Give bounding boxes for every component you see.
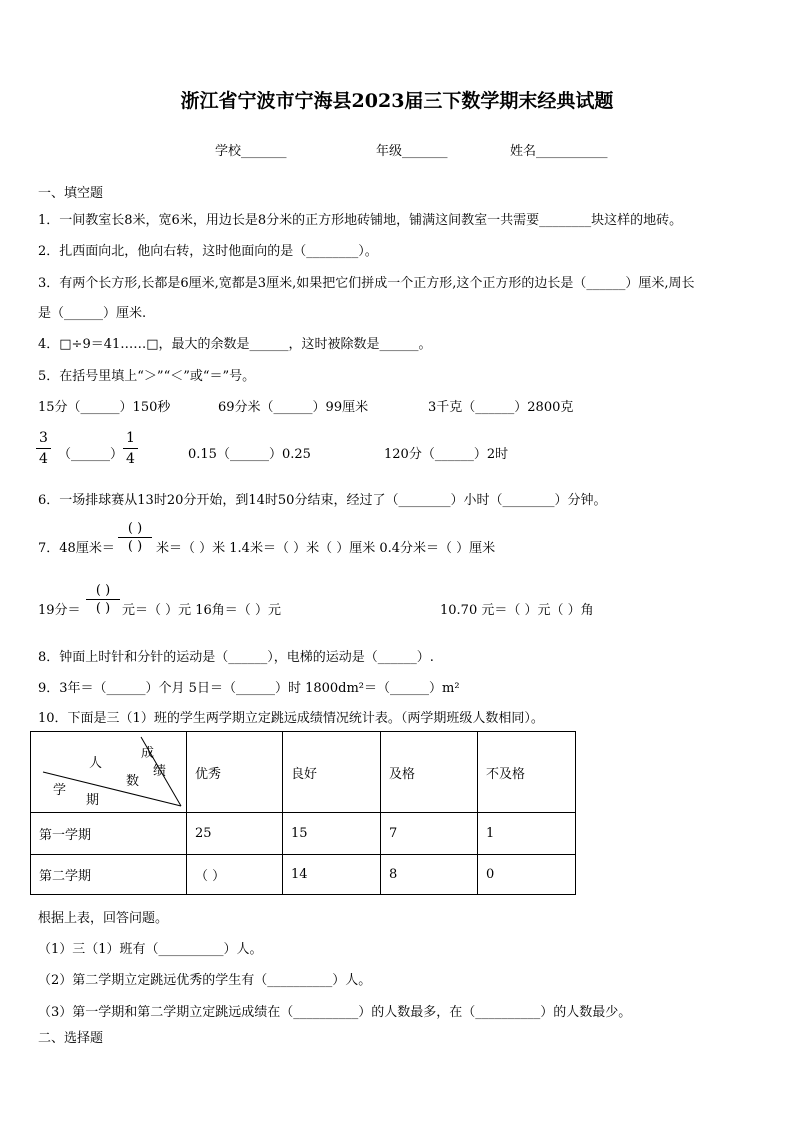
name-blank: ___________ <box>536 144 608 159</box>
table-header-row <box>31 732 576 813</box>
table-row-label: 第二学期 <box>31 855 187 895</box>
table-corner-cell <box>31 732 187 813</box>
q7-a-prefix: 7．48厘米＝ <box>38 541 115 556</box>
corner-label: 人 <box>89 756 103 771</box>
table-cell: （ ） <box>187 855 283 895</box>
q7-paren-fraction-2 <box>86 583 120 616</box>
fraction-denominator: 4 <box>126 451 135 467</box>
question-1: 1．一间教室长8米，宽6米，用边长是8分米的正方形地砖铺地，铺满这间教室一共需要________块这样的地砖。 <box>38 213 683 228</box>
school-label: 学校 <box>215 144 242 159</box>
q7-a-suffix: 米＝（ ）米 1.4米＝（ ）米（ ）厘米 0.4分米＝（ ）厘米 <box>156 541 496 556</box>
grade-blank: _______ <box>402 144 448 159</box>
table-header-cell: 良好 <box>283 732 381 813</box>
table-cell: 0 <box>478 855 576 895</box>
paren-denominator: ( ) <box>95 601 111 616</box>
question-2: 2．扎西面向北，他向右转，这时他面向的是（________）。 <box>38 244 378 259</box>
fraction-numerator: 3 <box>39 430 48 446</box>
q5-item-b: 69分米（______）99厘米 <box>218 400 369 415</box>
paren-numerator: ( ) <box>95 583 111 598</box>
table-cell: 1 <box>478 813 576 855</box>
q5-row2-item-c: 120分（______）2时 <box>384 447 509 462</box>
question-8: 8．钟面上时针和分针的运动是（______），电梯的运动是（______）. <box>38 650 434 665</box>
page-title: 浙江省宁波市宁海县2023届三下数学期末经典试题 <box>180 90 614 112</box>
score-statistics-table <box>30 731 576 895</box>
question-5: 5．在括号里填上“＞”“＜”或“＝”号。 <box>38 369 256 384</box>
question-9: 9．3年＝（______）个月 5日＝（______）时 1800dm²＝（______）m² <box>38 681 460 696</box>
corner-label: 期 <box>86 793 100 808</box>
q10-instruction: 根据上表，回答问题。 <box>38 911 169 926</box>
school-field <box>215 140 287 159</box>
fraction-one-quarter <box>123 430 138 467</box>
q7-paren-fraction <box>118 521 152 554</box>
question-6: 6．一场排球赛从13时20分开始，到14时50分结束，经过了（________）小时（________）分钟。 <box>38 493 607 508</box>
q10-sub-3: （3）第一学期和第二学期立定跳远成绩在（__________）的人数最多，在（__________）的人数最少。 <box>38 1005 632 1020</box>
paren-denominator: ( ) <box>127 539 143 554</box>
q10-sub-1: （1）三（1）班有（__________）人。 <box>38 942 263 957</box>
name-field <box>510 140 608 159</box>
corner-label: 成 <box>141 746 155 761</box>
table-row-label: 第一学期 <box>31 813 187 855</box>
corner-label: 数 <box>126 774 140 789</box>
question-4: 4．□÷9＝41……□，最大的余数是______，这时被除数是______。 <box>38 337 432 352</box>
table-header-cell: 不及格 <box>478 732 576 813</box>
table-cell: 25 <box>187 813 283 855</box>
paren-numerator: ( ) <box>127 521 143 536</box>
q5-row2-item-b: 0.15（______）0.25 <box>188 447 311 462</box>
corner-label: 绩 <box>153 764 167 779</box>
question-10: 10．下面是三（1）班的学生两学期立定跳远成绩情况统计表。（两学期班级人数相同）。 <box>38 711 544 726</box>
grade-label: 年级 <box>376 144 403 159</box>
question-3-line2: 是（______）厘米. <box>38 306 147 321</box>
q7-c: 10.70 元＝（ ）元（ ）角 <box>440 603 594 618</box>
section-multiple-choice: 二、选择题 <box>38 1031 104 1046</box>
table-cell: 15 <box>283 813 381 855</box>
table-cell: 14 <box>283 855 381 895</box>
question-3-line1: 3．有两个长方形,长都是6厘米,宽都是3厘米,如果把它们拼成一个正方形,这个正方形的边长是（______）厘米,周长 <box>38 276 695 291</box>
section-fill-blank: 一、填空题 <box>38 186 104 201</box>
table-row <box>31 813 576 855</box>
q5-item-a: 15分（______）150秒 <box>38 400 171 415</box>
q5-row2-compare-blank: （______） <box>58 447 124 462</box>
table-header-cell: 及格 <box>381 732 478 813</box>
q5-item-c: 3千克（______）2800克 <box>428 400 574 415</box>
table-header-cell: 优秀 <box>187 732 283 813</box>
grade-field <box>376 140 448 159</box>
fraction-three-quarters <box>36 430 51 467</box>
school-blank: _______ <box>241 144 287 159</box>
table-cell: 7 <box>381 813 478 855</box>
q10-sub-2: （2）第二学期立定跳远优秀的学生有（__________）人。 <box>38 973 372 988</box>
q7-b-suffix: 元＝（ ）元 16角＝（ ）元 <box>122 603 281 618</box>
fraction-denominator: 4 <box>39 451 48 467</box>
q7-b-prefix: 19分＝ <box>38 603 81 618</box>
corner-label: 学 <box>53 783 67 798</box>
table-cell: 8 <box>381 855 478 895</box>
name-label: 姓名 <box>510 144 537 159</box>
fraction-numerator: 1 <box>126 430 135 446</box>
table-row <box>31 855 576 895</box>
